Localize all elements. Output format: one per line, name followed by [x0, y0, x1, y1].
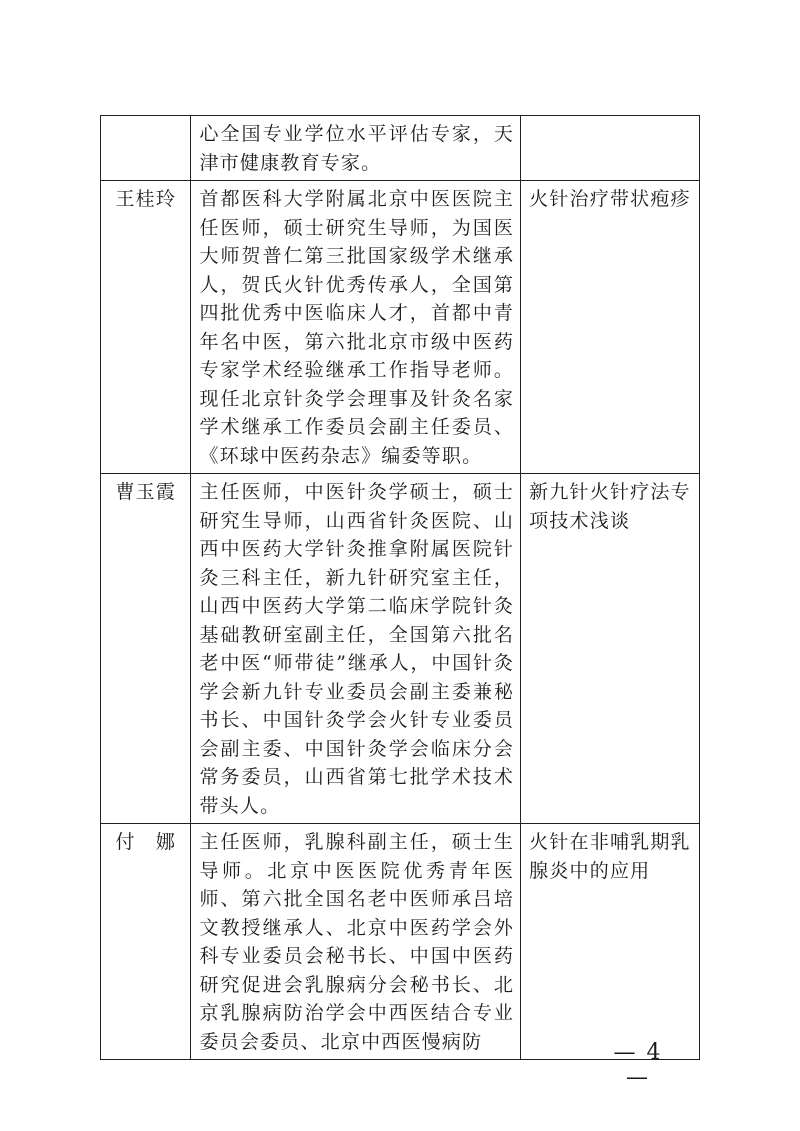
lecture-topic: 新九针火针疗法专项技术浅谈	[521, 474, 700, 824]
lecture-topic: 火针在非哺乳期乳腺炎中的应用	[521, 824, 700, 1060]
expert-name: 王桂玲	[101, 181, 191, 474]
page-number: — 4 —	[613, 1040, 663, 1090]
expert-name: 付 娜	[101, 824, 191, 1060]
expert-table	[100, 115, 700, 1060]
expert-bio: 主任医师，中医针灸学硕士，硕士研究生导师，山西省针灸医院、山西中医药大学针灸推拿附属医院针灸三科主任，新九针研究室主任，山西中医药大学第二临床学院针灸基础教研室副主任，全国第六批名老中医“师带徒”继承人，中国针灸学会新九针专业委员会副主委兼秘书长、中国针灸学会火针专业委员会副主委、中国针灸学会临床分会常务委员，山西省第七批学术技术带头人。	[191, 474, 521, 824]
table-row	[101, 181, 700, 474]
table-row	[101, 474, 700, 824]
expert-name	[101, 116, 191, 181]
lecture-topic	[521, 116, 700, 181]
table-row	[101, 824, 700, 1060]
table-row	[101, 116, 700, 181]
expert-bio: 首都医科大学附属北京中医医院主任医师，硕士研究生导师，为国医大师贺普仁第三批国家级学术继承人，贺氏火针优秀传承人，全国第四批优秀中医临床人才，首都中青年名中医，第六批北京市级中医药专家学术经验继承工作指导老师。现任北京针灸学会理事及针灸名家学术继承工作委员会副主任委员、《环球中医药杂志》编委等职。	[191, 181, 521, 474]
expert-name: 曹玉霞	[101, 474, 191, 824]
expert-bio: 心全国专业学位水平评估专家，天津市健康教育专家。	[191, 116, 521, 181]
expert-bio: 主任医师，乳腺科副主任，硕士生导师。北京中医医院优秀青年医师、第六批全国名老中医师承吕培文教授继承人、北京中医药学会外科专业委员会秘书长、中国中医药研究促进会乳腺病分会秘书长、北京乳腺病防治学会中西医结合专业委员会委员、北京中西医慢病防	[191, 824, 521, 1060]
lecture-topic: 火针治疗带状疱疹	[521, 181, 700, 474]
